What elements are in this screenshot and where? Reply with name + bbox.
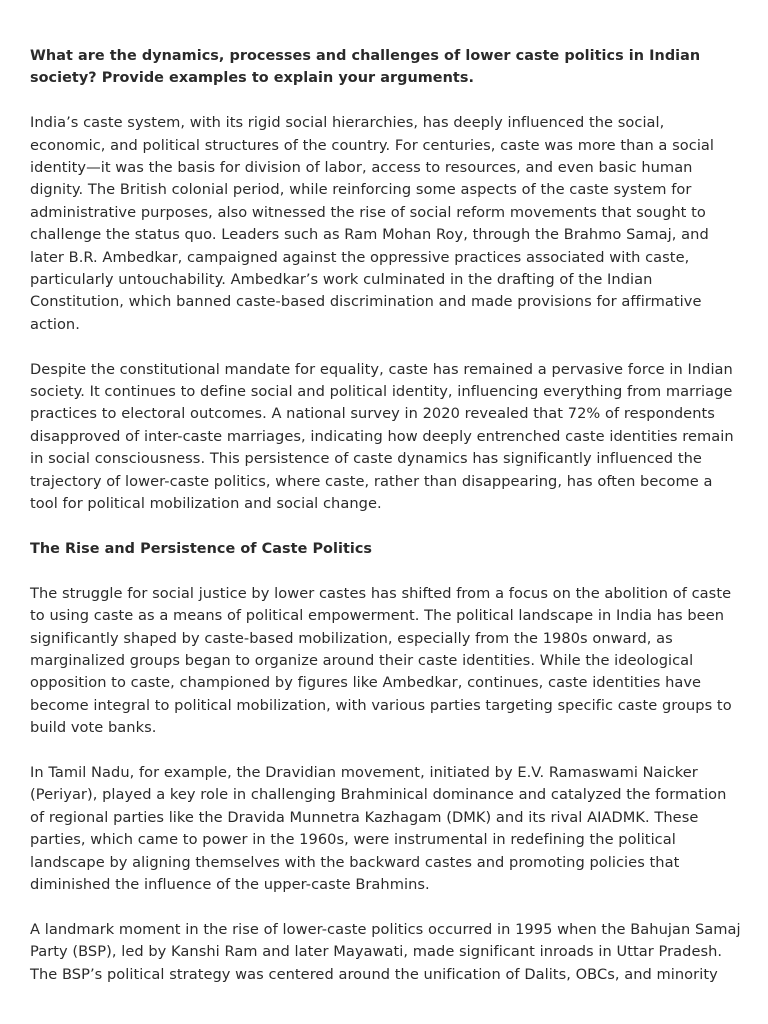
spacer	[30, 560, 744, 582]
question-heading: What are the dynamics, processes and challenges of lower caste politics in Indian society? Provide examples to explain your arguments.	[30, 48, 701, 87]
paragraph-struggle: The struggle for social justice by lower castes has shifted from a focus on the abolition of caste to using caste as a means of political empowerment. The political landscape in India has been significantly shaped by caste-based mobilization, especially from the 1980s onward, as marginalized groups began to organize around their caste identities. While the ideological opposition to caste, championed by figures like Ambedkar, continues, caste identities have become integral to political mobilization, with various parties targeting specific caste groups to build vote banks.	[30, 584, 732, 737]
spacer	[30, 516, 744, 538]
spacer	[30, 336, 744, 358]
spacer	[30, 90, 744, 112]
spacer	[30, 740, 744, 762]
paragraph-persistence: Despite the constitutional mandate for equality, caste has remained a pervasive force in Indian society. It continues to define social and political identity, influencing everything from marriage practices to electoral outcomes. A national survey in 2020 revealed that 72% of respondents disapproved of inter-caste marriages, indicating how deeply entrenched caste identities remain in social consciousness. This persistence of caste dynamics has significantly influenced the trajectory of lower-caste politics, where caste, rather than disappearing, has often become a tool for political mobilization and social change.	[30, 360, 734, 513]
section-heading: The Rise and Persistence of Caste Politics	[30, 540, 373, 557]
paragraph-intro: India’s caste system, with its rigid social hierarchies, has deeply influenced the social, economic, and political structures of the country. For centuries, caste was more than a social identity—it was the basis for division of labor, access to resources, and even basic human dignity. The British colonial period, while reinforcing some aspects of the caste system for administrative purposes, also witnessed the rise of social reform movements that sought to challenge the status quo. Leaders such as Ram Mohan Roy, through the Brahmo Samaj, and later B.R. Ambedkar, campaigned against the oppressive practices associated with caste, particularly untouchability. Ambedkar’s work culminated in the drafting of the Indian Constitution, which banned caste-based discrimination and made provisions for affirmative action.	[30, 114, 715, 333]
paragraph-bsp: A landmark moment in the rise of lower-caste politics occurred in 1995 when the Bahujan Samaj Party (BSP), led by Kanshi Ram and later Mayawati, made significant inroads in Uttar Pradesh. The BSP’s political strategy was centered around the unification of Dalits, OBCs, and minority	[30, 920, 741, 983]
paragraph-tamil-nadu: In Tamil Nadu, for example, the Dravidian movement, initiated by E.V. Ramaswami Naicker (Periyar), played a key role in challenging Brahminical dominance and catalyzed the formation of regional parties like the Dravida Munnetra Kazhagam (DMK) and its rival AIADMK. These parties, which came to power in the 1960s, were instrumental in redefining the political landscape by aligning themselves with the backward castes and promoting policies that diminished the influence of the upper-caste Brahmins.	[30, 763, 727, 893]
spacer	[30, 896, 744, 918]
